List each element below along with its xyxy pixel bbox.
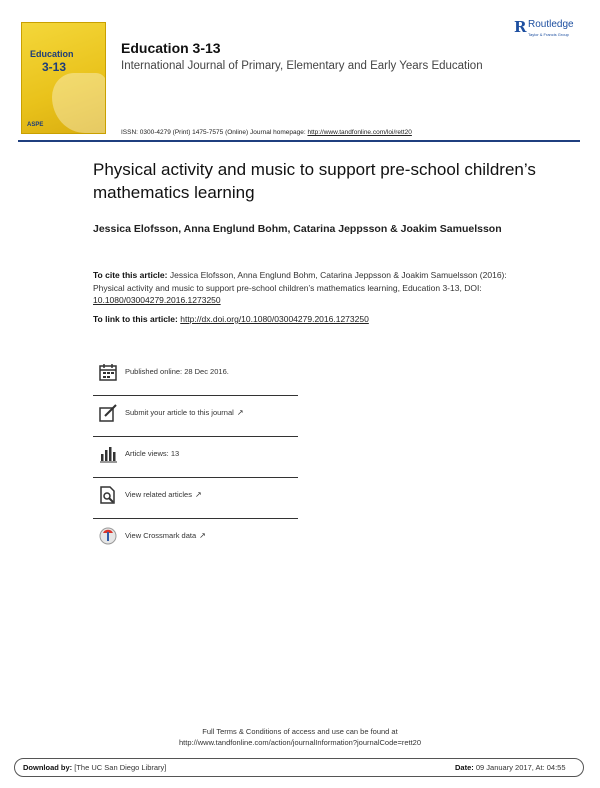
article-views-item (93, 437, 298, 478)
related-articles-label: View related articles (125, 490, 192, 499)
link-label: To link to this article: (93, 314, 178, 324)
external-link-icon: ↗ (236, 408, 244, 417)
article-link-block (93, 314, 369, 324)
article-meta-list (93, 355, 298, 559)
crossmark-icon (99, 527, 117, 545)
download-date-label: Date: (455, 763, 474, 772)
download-by-value: [The UC San Diego Library] (74, 763, 167, 772)
journal-title: Education 3-13 (121, 40, 221, 56)
journal-homepage-link[interactable]: http://www.tandfonline.com/loi/rett20 (307, 129, 412, 136)
search-document-icon (99, 486, 117, 504)
calendar-icon (99, 363, 117, 381)
citation-block (93, 269, 513, 307)
citation-text: Jessica Elofsson, Anna Englund Bohm, Catarina Jeppsson & Joakim Samuelsson (2016): Physical activity and music to support pre-school children’s mathematics learning, Education 3-13, DOI: (93, 270, 507, 293)
terms-line-1: Full Terms & Conditions of access and use can be found at (202, 727, 398, 736)
routledge-r-icon: R (514, 18, 527, 36)
published-online-label: Published online: 28 Dec 2016. (125, 367, 229, 376)
article-title: Physical activity and music to support pre-school children’s mathematics learning (93, 160, 536, 202)
download-date-value: 09 January 2017, At: 04:55 (475, 763, 566, 772)
download-by-label: Download by: (23, 763, 73, 772)
bar-chart-icon (99, 445, 117, 463)
cover-graphic (52, 73, 106, 133)
journal-cover-image (21, 22, 106, 134)
download-date (455, 763, 566, 772)
journal-subtitle: International Journal of Primary, Elementary and Early Years Education (121, 60, 483, 72)
submit-article-item[interactable] (93, 396, 298, 437)
cover-logo: ASPE (27, 122, 44, 128)
download-info-bar (14, 758, 584, 777)
article-views-label: Article views: 13 (125, 449, 180, 458)
submit-article-label: Submit your article to this journal (125, 408, 234, 417)
header-divider (18, 140, 580, 142)
issn-line (121, 129, 412, 136)
edit-icon (99, 404, 117, 422)
submit-article-link[interactable] (125, 408, 244, 417)
terms-line-2[interactable]: http://www.tandfonline.com/action/journalInformation?journalCode=rett20 (178, 738, 422, 747)
related-articles-item[interactable] (93, 478, 298, 519)
issn-text: ISSN: 0300-4279 (Print) 1475-7575 (Online) Journal homepage: (121, 129, 306, 136)
article-doi-url[interactable]: http://dx.doi.org/10.1080/03004279.2016.1273250 (180, 314, 369, 324)
citation-label: To cite this article: (93, 270, 168, 280)
terms-note (0, 726, 600, 748)
download-by (23, 763, 166, 772)
related-articles-link[interactable] (125, 490, 202, 499)
publisher-tagline: Taylor & Francis Group (528, 32, 569, 37)
cover-title: Education (30, 49, 74, 59)
cover-number: 3-13 (42, 60, 67, 74)
external-link-icon: ↗ (194, 490, 202, 499)
crossmark-item[interactable] (93, 519, 298, 559)
crossmark-link[interactable] (125, 531, 206, 540)
external-link-icon: ↗ (199, 531, 206, 540)
published-online-item (93, 355, 298, 396)
crossmark-label: View Crossmark data (125, 531, 197, 540)
article-authors: Jessica Elofsson, Anna Englund Bohm, Catarina Jeppsson & Joakim Samuelsson (93, 223, 502, 235)
publisher-name: Routledge (528, 19, 574, 30)
citation-doi-link[interactable]: 10.1080/03004279.2016.1273250 (93, 295, 221, 305)
